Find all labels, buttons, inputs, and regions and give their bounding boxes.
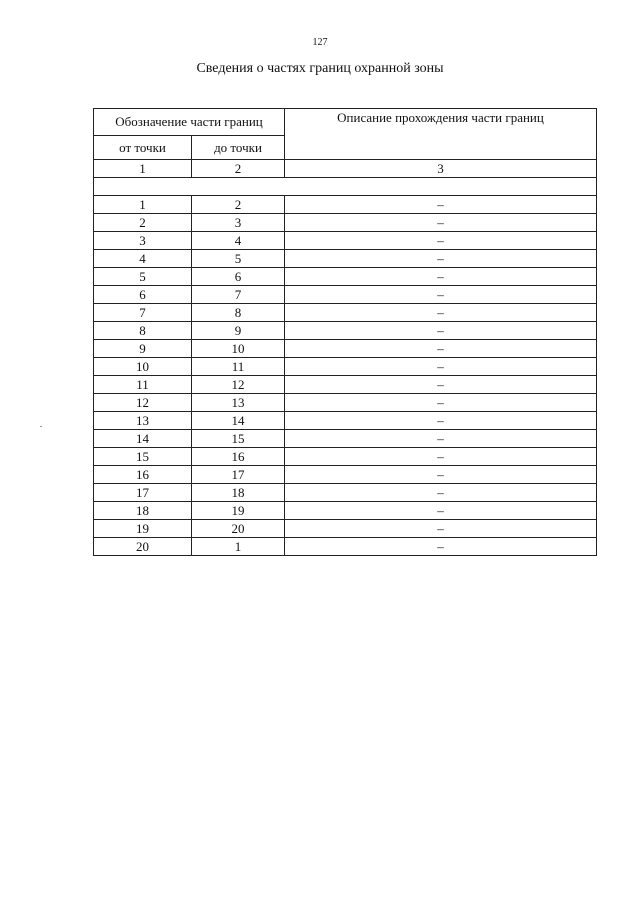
table-row [94,214,597,232]
description-cell: – [285,448,597,466]
description-cell: – [285,232,597,250]
to-point-cell: 9 [192,322,285,340]
to-point-cell: 16 [192,448,285,466]
table-row [94,484,597,502]
description-cell: – [285,430,597,448]
description-cell: – [285,538,597,556]
description-cell: – [285,322,597,340]
page-number: 127 [312,37,328,48]
description-cell: – [285,340,597,358]
from-point-cell: 1 [94,196,192,214]
from-point-cell: 11 [94,376,192,394]
to-point-cell: 17 [192,466,285,484]
table-row [94,286,597,304]
from-point-cell: 3 [94,232,192,250]
to-point-cell: 11 [192,358,285,376]
description-cell: – [285,466,597,484]
to-point-cell: 10 [192,340,285,358]
table-row [94,466,597,484]
section-spacer-row [94,178,597,196]
description-cell: – [285,412,597,430]
from-point-cell: 19 [94,520,192,538]
description-cell: – [285,250,597,268]
scan-mark [40,426,42,427]
column-number-1: 1 [94,160,192,178]
description-cell: – [285,286,597,304]
from-point-cell: 12 [94,394,192,412]
table-row [94,502,597,520]
to-point-cell: 5 [192,250,285,268]
table-row [94,412,597,430]
to-point-cell: 20 [192,520,285,538]
header-designation: Обозначение части границ [94,109,285,136]
to-point-cell: 8 [192,304,285,322]
table-row [94,250,597,268]
from-point-cell: 8 [94,322,192,340]
description-cell: – [285,196,597,214]
description-cell: – [285,520,597,538]
table-row [94,430,597,448]
header-row-1 [94,109,597,136]
from-point-cell: 5 [94,268,192,286]
header-from-point: от точки [94,136,192,160]
description-cell: – [285,358,597,376]
table-row [94,196,597,214]
from-point-cell: 2 [94,214,192,232]
description-cell: – [285,268,597,286]
from-point-cell: 15 [94,448,192,466]
to-point-cell: 12 [192,376,285,394]
column-number-2: 2 [192,160,285,178]
to-point-cell: 6 [192,268,285,286]
to-point-cell: 3 [192,214,285,232]
table-row [94,376,597,394]
from-point-cell: 17 [94,484,192,502]
table-row [94,268,597,286]
page-title: Сведения о частях границ охранной зоны [196,61,444,76]
table-row [94,520,597,538]
table-row [94,538,597,556]
to-point-cell: 19 [192,502,285,520]
to-point-cell: 14 [192,412,285,430]
description-cell: – [285,214,597,232]
from-point-cell: 16 [94,466,192,484]
to-point-cell: 2 [192,196,285,214]
to-point-cell: 7 [192,286,285,304]
to-point-cell: 13 [192,394,285,412]
table-row [94,304,597,322]
section-spacer-cell [94,178,597,196]
to-point-cell: 1 [192,538,285,556]
table-row [94,232,597,250]
from-point-cell: 7 [94,304,192,322]
table-row [94,394,597,412]
from-point-cell: 10 [94,358,192,376]
from-point-cell: 9 [94,340,192,358]
from-point-cell: 18 [94,502,192,520]
description-cell: – [285,304,597,322]
from-point-cell: 13 [94,412,192,430]
table-row [94,448,597,466]
table-row [94,340,597,358]
description-cell: – [285,376,597,394]
table-row [94,322,597,340]
to-point-cell: 15 [192,430,285,448]
table-row [94,358,597,376]
to-point-cell: 4 [192,232,285,250]
description-cell: – [285,394,597,412]
from-point-cell: 14 [94,430,192,448]
header-to-point: до точки [192,136,285,160]
description-cell: – [285,502,597,520]
boundary-table [93,108,597,556]
header-description: Описание прохождения части границ [285,109,597,160]
from-point-cell: 6 [94,286,192,304]
to-point-cell: 18 [192,484,285,502]
description-cell: – [285,484,597,502]
from-point-cell: 20 [94,538,192,556]
column-number-row [94,160,597,178]
from-point-cell: 4 [94,250,192,268]
column-number-3: 3 [285,160,597,178]
